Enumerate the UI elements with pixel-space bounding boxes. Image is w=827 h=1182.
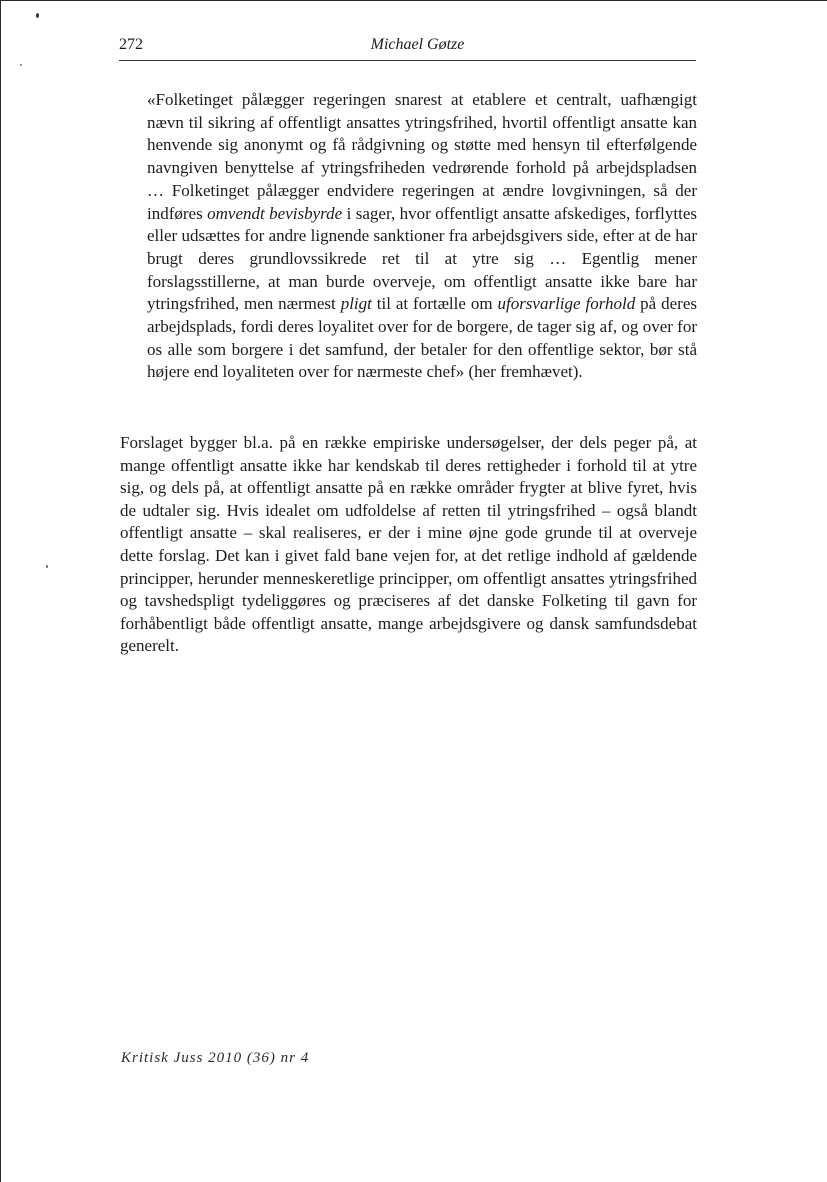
scan-speck: [36, 13, 39, 18]
running-head-author: Michael Gøtze: [370, 36, 465, 53]
scan-speck: [20, 64, 22, 66]
quote-emphasis: uforsvarlige forhold: [497, 294, 636, 314]
quote-emphasis: pligt: [340, 294, 372, 314]
scan-speck: [46, 565, 48, 568]
quote-text: «Folketinget pålægger regeringen snarest at etablere et centralt, uafhængigt nævn til sikring af offentligt ansattes ytringsfrihed, hvortil offentligt ansatte kan henvende sig anonymt og få rådgivning og støtte med hensyn til efterfølgende navngiven benyttelse af ytringsfriheden vedrørende forhold på arbejdspladsen … Folketinget pålægger endvidere regeringen at ændre lovgivningen, så der indføres: [147, 90, 697, 223]
journal-footer: Kritisk Juss 2010 (36) nr 4: [121, 1050, 310, 1066]
page-number: 272: [119, 36, 143, 53]
body-text: [120, 432, 697, 658]
quote-paragraph: [147, 89, 697, 384]
body-paragraph: Forslaget bygger bl.a. på en række empiriske undersøgelser, der dels peger på, at mange offentligt ansatte ikke har kendskab til deres rettigheder i forhold til at ytre sig, og dels på, at offentligt ansatte på en række områder frygter at blive fyret, hvis de udtaler sig. Hvis idealet om udfoldelse af retten til ytringsfrihed – også blandt offentligt ansatte – skal realiseres, er der i mine øjne gode grunde til at overveje dette forslag. Det kan i givet fald bane vejen for, at det retlige indhold af gældende principper, herunder menneskeretlige principper, om offentligt ansattes ytringsfrihed og tavshedspligt tydeliggøres og præciseres af det danske Folketing til gavn for forhåbentligt både offentligt ansatte, mange arbejdsgivere og dansk samfundsdebat generelt.: [120, 433, 697, 656]
quote-emphasis: omvendt bevisbyrde: [207, 203, 343, 223]
quote-text: i sager, hvor offentligt ansatte afskediges, forflyttes eller udsættes for andre lignende sanktioner fra arbejdsgivers side, efter at de har brugt deres grundlovssikrede ret til at ytre sig … Egentlig mener forslagsstillerne, at man burde overveje, om offentligt ansatte ikke bare har ytringsfrihed, men nærmest: [147, 203, 697, 314]
block-quote: [147, 89, 697, 384]
quote-text: på deres arbejdsplads, fordi deres loyalitet over for de borgere, de tager sig af, og over for os alle som borgere i det samfund, der betaler for den offentlige sektor, bør stå højere end loyaliteten over for nærmeste chef» (her fremhævet).: [147, 294, 697, 382]
quote-text: til at fortælle om: [371, 294, 498, 314]
page-header: [119, 34, 696, 61]
